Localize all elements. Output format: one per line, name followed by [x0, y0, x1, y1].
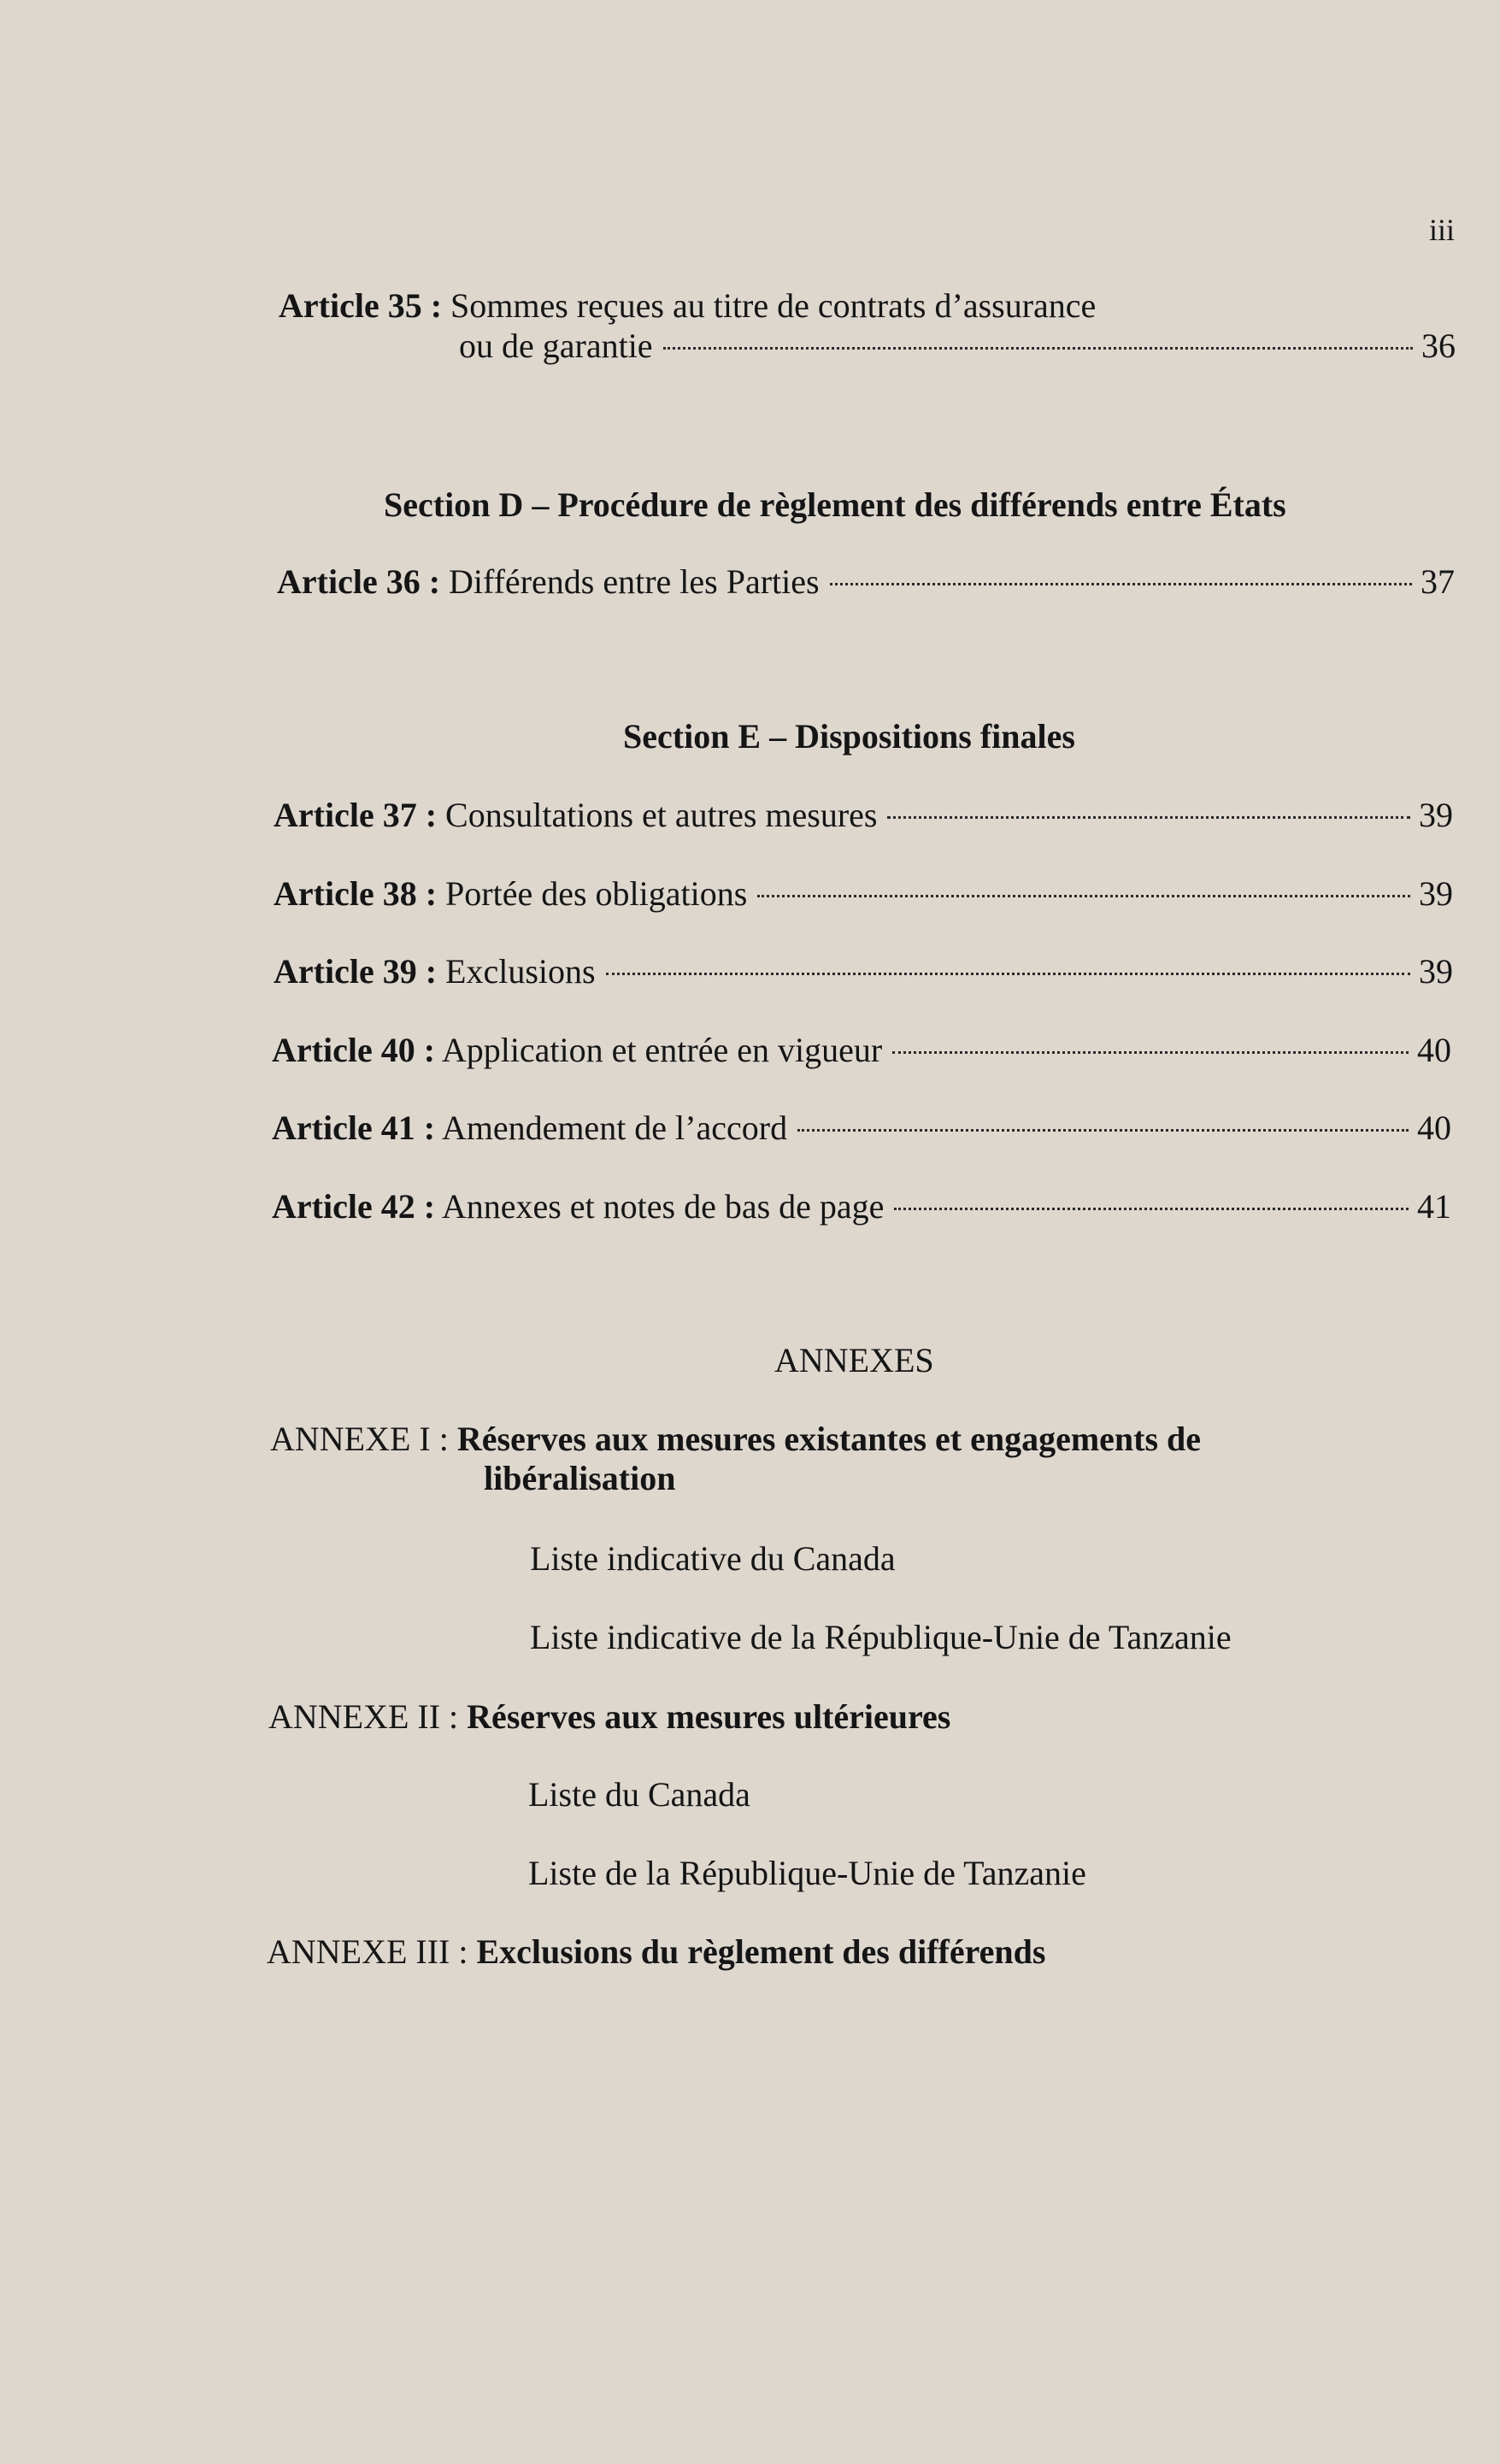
toc-article-title: Consultations et autres mesures	[445, 796, 878, 834]
toc-article-title: Différends entre les Parties	[449, 562, 820, 601]
page-number: iii	[1429, 213, 1456, 247]
annex-3-entry[interactable]	[267, 1932, 1045, 1972]
annex-1-entry[interactable]	[270, 1419, 1201, 1459]
annex-title: Réserves aux mesures ultérieures	[467, 1697, 951, 1736]
toc-article-label: Article 40 :	[272, 1031, 436, 1069]
annex-1-title-continued: libéralisation	[484, 1459, 676, 1497]
toc-article-label: Article 41 :	[272, 1109, 436, 1147]
toc-entry-article-40[interactable]	[272, 1029, 1451, 1072]
toc-article-title: Annexes et notes de bas de page	[441, 1187, 885, 1226]
toc-page-number: 36	[1421, 326, 1456, 365]
toc-page-number: 40	[1417, 1031, 1451, 1069]
toc-page-number: 40	[1417, 1109, 1451, 1147]
dot-leader	[797, 1129, 1409, 1132]
section-d-heading: Section D – Procédure de règlement des différends entre États	[384, 485, 1286, 524]
annexes-heading: ANNEXES	[774, 1341, 934, 1379]
toc-article-label: Article 38 :	[274, 874, 438, 913]
dot-leader	[757, 895, 1410, 897]
toc-page-number: 41	[1417, 1187, 1451, 1226]
toc-entry-article-35-continued[interactable]	[459, 325, 1456, 368]
annex-2-list-tanzania[interactable]: Liste de la République-Unie de Tanzanie	[528, 1854, 1086, 1892]
toc-entry-article-39[interactable]	[274, 950, 1453, 993]
annex-title: Réserves aux mesures existantes et engagements de	[456, 1420, 1202, 1458]
annex-label: ANNEXE I :	[270, 1420, 449, 1458]
toc-article-label: Article 39 :	[274, 952, 438, 991]
toc-page-number: 39	[1419, 874, 1453, 913]
toc-article-title: Amendement de l’accord	[441, 1109, 788, 1147]
toc-entry-article-37[interactable]	[274, 794, 1453, 837]
toc-article-label: Article 35 :	[279, 286, 443, 325]
dot-leader	[606, 973, 1410, 975]
toc-entry-article-41[interactable]	[272, 1107, 1451, 1150]
dot-leader	[892, 1051, 1409, 1054]
dot-leader	[894, 1208, 1409, 1210]
toc-article-title: Exclusions	[445, 952, 596, 991]
annex-label: ANNEXE II :	[268, 1697, 459, 1736]
dot-leader	[830, 583, 1412, 585]
annex-1-list-tanzania[interactable]: Liste indicative de la République-Unie de Tanzanie	[530, 1618, 1232, 1656]
toc-article-title: Application et entrée en vigueur	[441, 1031, 883, 1069]
toc-article-label: Article 36 :	[277, 562, 441, 601]
annex-1-list-canada[interactable]: Liste indicative du Canada	[530, 1539, 896, 1578]
toc-article-label: Article 42 :	[272, 1187, 436, 1226]
annex-label: ANNEXE III :	[267, 1932, 468, 1971]
annex-title: Exclusions du règlement des différends	[476, 1932, 1046, 1971]
annex-2-list-canada[interactable]: Liste du Canada	[528, 1775, 750, 1814]
toc-entry-article-35[interactable]	[279, 285, 1454, 327]
toc-entry-article-42[interactable]	[272, 1185, 1451, 1228]
dot-leader	[887, 816, 1410, 819]
toc-page-number: 39	[1419, 952, 1453, 991]
section-e-heading: Section E – Dispositions finales	[623, 717, 1075, 756]
toc-article-label: Article 37 :	[274, 796, 438, 834]
toc-entry-article-38[interactable]	[274, 873, 1453, 915]
toc-entry-article-36[interactable]	[277, 561, 1455, 603]
toc-article-title: Portée des obligations	[445, 874, 748, 913]
toc-article-title-continued: ou de garantie	[459, 326, 653, 365]
annex-2-entry[interactable]	[268, 1697, 950, 1737]
toc-article-title: Sommes reçues au titre de contrats d’assurance	[450, 286, 1097, 325]
toc-page-number: 37	[1421, 562, 1455, 601]
dot-leader	[663, 347, 1413, 350]
toc-page-number: 39	[1419, 796, 1453, 834]
